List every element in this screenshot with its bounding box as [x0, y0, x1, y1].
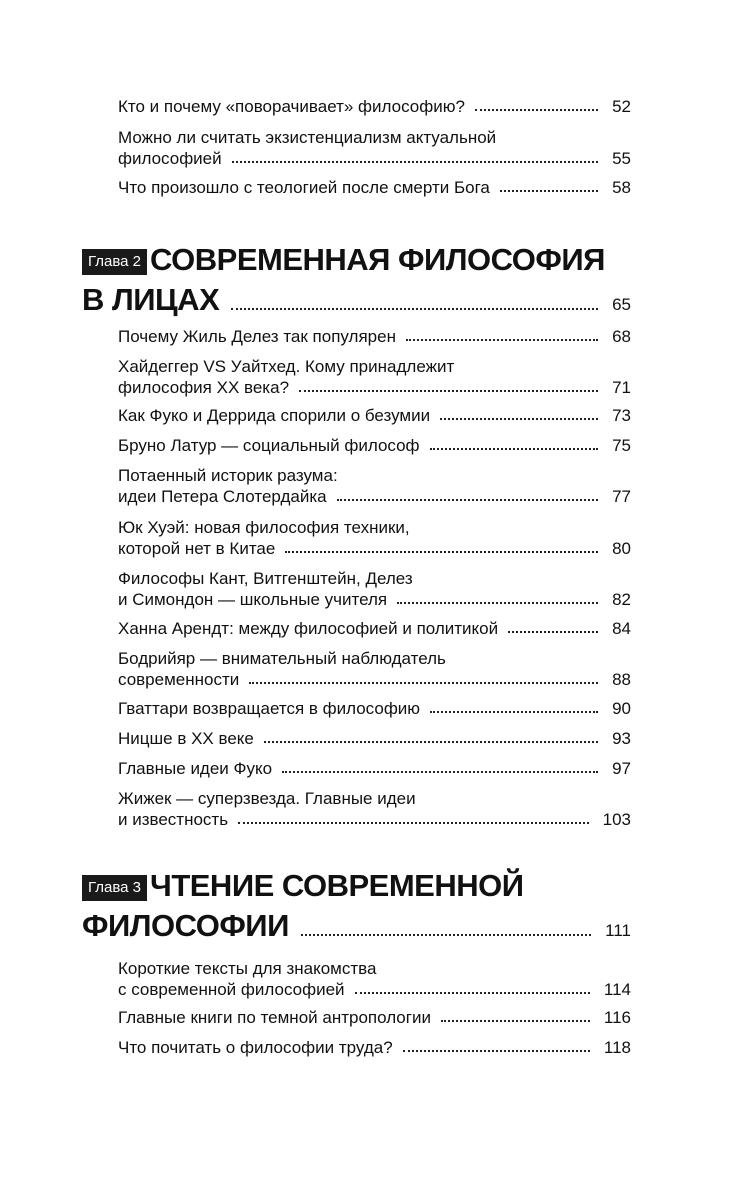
toc-page-number: 103	[602, 810, 631, 829]
toc-entry-title: Философы Кант, Витгенштейн, Делез	[118, 569, 413, 588]
toc-entry-title-cont: с современной философией	[118, 980, 345, 999]
chapter-title-cont: В ЛИЦАХ	[82, 282, 220, 317]
dot-leader	[238, 822, 589, 824]
toc-entry[interactable]	[118, 1007, 631, 1028]
toc-page-number: 75	[612, 436, 631, 455]
dot-leader	[430, 448, 599, 450]
toc-entry[interactable]	[118, 728, 631, 749]
chapter-title: СОВРЕМЕННАЯ ФИЛОСОФИЯ	[150, 242, 605, 277]
toc-entry-title: Короткие тексты для знакомства	[118, 959, 377, 978]
toc-entry[interactable]	[118, 758, 631, 779]
dot-leader	[508, 631, 598, 633]
dot-leader	[403, 1050, 590, 1052]
chapter-label: Глава 3	[82, 875, 147, 901]
dot-leader	[264, 741, 598, 743]
chapter-title: ЧТЕНИЕ СОВРЕМЕННОЙ	[150, 868, 524, 903]
toc-entry-title-cont: и известность	[118, 810, 229, 829]
toc-page-number: 118	[603, 1038, 631, 1057]
toc-entry-title: Почему Жиль Делез так популярен	[118, 327, 396, 346]
dot-leader	[299, 390, 598, 392]
dot-leader	[232, 161, 598, 163]
toc-entry[interactable]	[118, 1037, 631, 1058]
toc-entry-title-cont: идеи Петера Слотердайка	[118, 487, 327, 506]
toc-page-number: 88	[612, 670, 631, 689]
toc-entry-title-cont: и Симондон — школьные учителя	[118, 590, 388, 609]
dot-leader	[337, 499, 598, 501]
chapter-heading[interactable]	[82, 866, 631, 946]
toc-entry-title: Хайдеггер VS Уайтхед. Кому принадлежит	[118, 357, 455, 376]
toc-entry-title: Ницше в XX веке	[118, 729, 254, 748]
dot-leader	[355, 992, 590, 994]
toc-entry-title-cont: философия XX века?	[118, 378, 290, 397]
toc-page-number: 52	[612, 97, 631, 116]
toc-entry[interactable]	[118, 568, 631, 610]
toc-page-number: 80	[612, 539, 631, 558]
dot-leader	[440, 418, 598, 420]
toc-page-number: 73	[612, 406, 631, 425]
toc-entry-title: Жижек — суперзвезда. Главные идеи	[118, 789, 416, 808]
toc-entry[interactable]	[118, 465, 631, 507]
toc-entry-title: Можно ли считать экзистенциализм актуальной	[118, 128, 497, 147]
chapter-title-cont: ФИЛОСОФИИ	[82, 908, 289, 943]
toc-entry-title: Главные идеи Фуко	[118, 759, 273, 778]
toc-page-number: 93	[612, 729, 631, 748]
toc-page-number: 116	[603, 1008, 631, 1027]
toc-entry-title-cont: которой нет в Китае	[118, 539, 276, 558]
dot-leader	[285, 551, 598, 553]
toc-page-number: 111	[605, 921, 631, 940]
toc-entry[interactable]	[118, 326, 631, 347]
toc-entry[interactable]	[118, 648, 631, 690]
toc-page-number: 77	[612, 487, 631, 506]
toc-entry[interactable]	[118, 517, 631, 559]
chapter-label: Глава 2	[82, 249, 147, 275]
dot-leader	[249, 682, 598, 684]
toc-entry-title: Ханна Арендт: между философией и политикой	[118, 619, 499, 638]
toc-entry-title-cont: современности	[118, 670, 240, 689]
toc-page-number: 90	[612, 699, 631, 718]
toc-entry-title: Что произошло с теологией после смерти Бога	[118, 178, 490, 197]
toc-page-number: 97	[612, 759, 631, 778]
dot-leader	[500, 190, 598, 192]
toc-page-number: 68	[612, 327, 631, 346]
toc-entry[interactable]	[118, 96, 631, 117]
dot-leader	[441, 1020, 590, 1022]
dot-leader	[231, 308, 598, 310]
toc-entry[interactable]	[118, 618, 631, 639]
toc-entry-title: Как Фуко и Деррида спорили о безумии	[118, 406, 431, 425]
toc-entry-title: Бруно Латур — социальный философ	[118, 436, 420, 455]
dot-leader	[397, 602, 598, 604]
dot-leader	[475, 109, 598, 111]
toc-entry[interactable]	[118, 127, 631, 169]
dot-leader	[430, 711, 598, 713]
toc-entry-title: Потаенный историк разума:	[118, 466, 338, 485]
toc-entry[interactable]	[118, 405, 631, 426]
dot-leader	[282, 771, 598, 773]
toc-page-number: 58	[612, 178, 631, 197]
dot-leader	[301, 934, 591, 936]
toc-entry[interactable]	[118, 356, 631, 398]
toc-entry-title: Гваттари возвращается в философию	[118, 699, 421, 718]
toc-page-number: 82	[612, 590, 631, 609]
toc-page-number: 65	[612, 295, 631, 314]
toc-entry[interactable]	[118, 958, 631, 1000]
toc-entry-title: Кто и почему «поворачивает» философию?	[118, 97, 465, 116]
dot-leader	[406, 339, 598, 341]
toc-entry[interactable]	[118, 435, 631, 456]
toc-page-number: 84	[612, 619, 631, 638]
toc-page-number: 71	[612, 378, 631, 397]
toc-entry[interactable]	[118, 698, 631, 719]
toc-entry-title: Бодрийяр — внимательный наблюдатель	[118, 649, 446, 668]
toc-entry[interactable]	[118, 177, 631, 198]
toc-entry-title-cont: философией	[118, 149, 222, 168]
chapter-heading[interactable]	[82, 240, 631, 320]
toc-page-number: 114	[603, 980, 631, 999]
toc-entry-title: Юк Хуэй: новая философия техники,	[118, 518, 410, 537]
toc-entry[interactable]	[118, 788, 631, 830]
toc-entry-title: Главные книги по темной антропологии	[118, 1008, 431, 1027]
toc-entry-title: Что почитать о философии труда?	[118, 1038, 393, 1057]
toc-page-number: 55	[612, 149, 631, 168]
